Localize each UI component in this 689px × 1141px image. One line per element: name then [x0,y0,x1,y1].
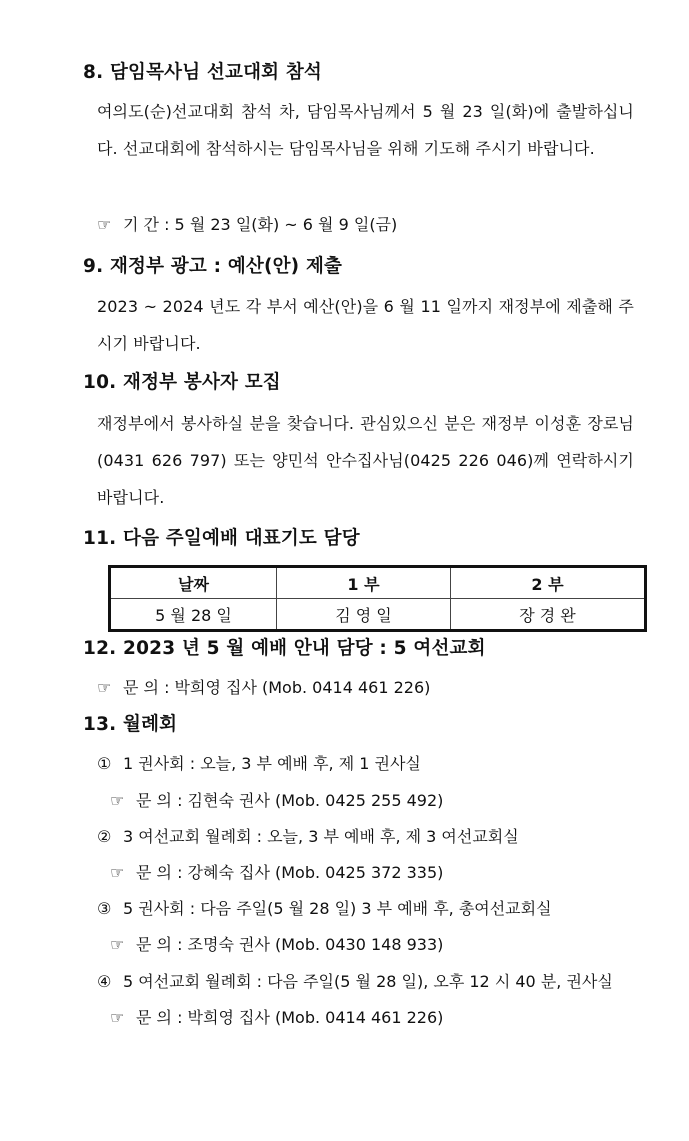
section-12-title: 12. 2023 년 5 월 예배 안내 담당 : 5 여선교회 [83,638,486,659]
cell-service-2: 장 경 완 [451,599,646,631]
item-inquiry [110,789,443,813]
item-inquiry [110,1006,443,1030]
header-service-1: 1 부 [277,567,451,599]
pointing-hand-icon: ☞ [110,863,125,882]
inquiry-text: 문 의 : 박희영 집사 (Mob. 0414 461 226) [136,1008,444,1027]
section-9-title: 9. 재정부 광고 : 예산(안) 제출 [83,256,343,277]
item-text: 5 권사회 : 다음 주일(5 월 28 일) 3 부 예배 후, 총여선교회실 [123,899,552,918]
pointing-hand-icon: ☞ [110,935,125,954]
period-text: 기 간 : 5 월 23 일(화) ~ 6 월 9 일(금) [123,215,398,234]
section-9-body: 2023 ~ 2024 년도 각 부서 예산(안)을 6 월 11 일까지 재정부에 제출해 주시기 바랍니다. [97,297,634,353]
inquiry-text: 문 의 : 조명숙 권사 (Mob. 0430 148 933) [136,935,444,954]
circled-number-1: ① [97,754,112,773]
item-text: 5 여선교회 월례회 : 다음 주일(5 월 28 일), 오후 12 시 40 분, 권사실 [123,972,613,991]
header-service-2: 2 부 [451,567,646,599]
cell-service-1: 김 영 일 [277,599,451,631]
item-inquiry [110,861,443,885]
pointing-hand-icon: ☞ [110,1008,125,1027]
section-8-title: 8. 담임목사님 선교대회 참석 [83,62,323,83]
section-10-body: 재정부에서 봉사하실 분을 찾습니다. 관심있으신 분은 재정부 이성훈 장로님(0431 626 797) 또는 양민석 안수집사님(0425 226 046)께 연락하시기 바랍니다. [97,414,634,507]
section-8-body: 여의도(순)선교대회 참석 차, 담임목사님께서 5 월 23 일(화)에 출발하십니다. 선교대회에 참석하시는 담임목사님을 위해 기도해 주시기 바랍니다. [97,102,634,158]
circled-number-2: ② [97,827,112,846]
pointing-hand-icon: ☞ [97,215,112,234]
section-10-title: 10. 재정부 봉사자 모집 [83,372,281,393]
inquiry-text: 문 의 : 박희영 집사 (Mob. 0414 461 226) [123,678,431,697]
pointing-hand-icon: ☞ [97,678,112,697]
list-item [97,897,552,921]
section-13-title: 13. 월례회 [83,714,178,735]
table-header-row [110,567,646,599]
section-12-inquiry [97,676,430,700]
section-11-title: 11. 다음 주일예배 대표기도 담당 [83,528,360,549]
item-inquiry [110,933,443,957]
pointing-hand-icon: ☞ [110,791,125,810]
cell-date: 5 월 28 일 [110,599,277,631]
list-item [97,752,421,776]
table-row [110,599,646,631]
item-text: 3 여선교회 월례회 : 오늘, 3 부 예배 후, 제 3 여선교회실 [123,827,519,846]
inquiry-text: 문 의 : 김현숙 권사 (Mob. 0425 255 492) [136,791,444,810]
header-date: 날짜 [110,567,277,599]
list-item [97,970,613,994]
prayer-duty-table [108,565,647,632]
inquiry-text: 문 의 : 강혜숙 집사 (Mob. 0425 372 335) [136,863,444,882]
list-item [97,825,519,849]
section-8-period [97,213,397,237]
circled-number-3: ③ [97,899,112,918]
item-text: 1 권사회 : 오늘, 3 부 예배 후, 제 1 권사실 [123,754,421,773]
circled-number-4: ④ [97,972,112,991]
